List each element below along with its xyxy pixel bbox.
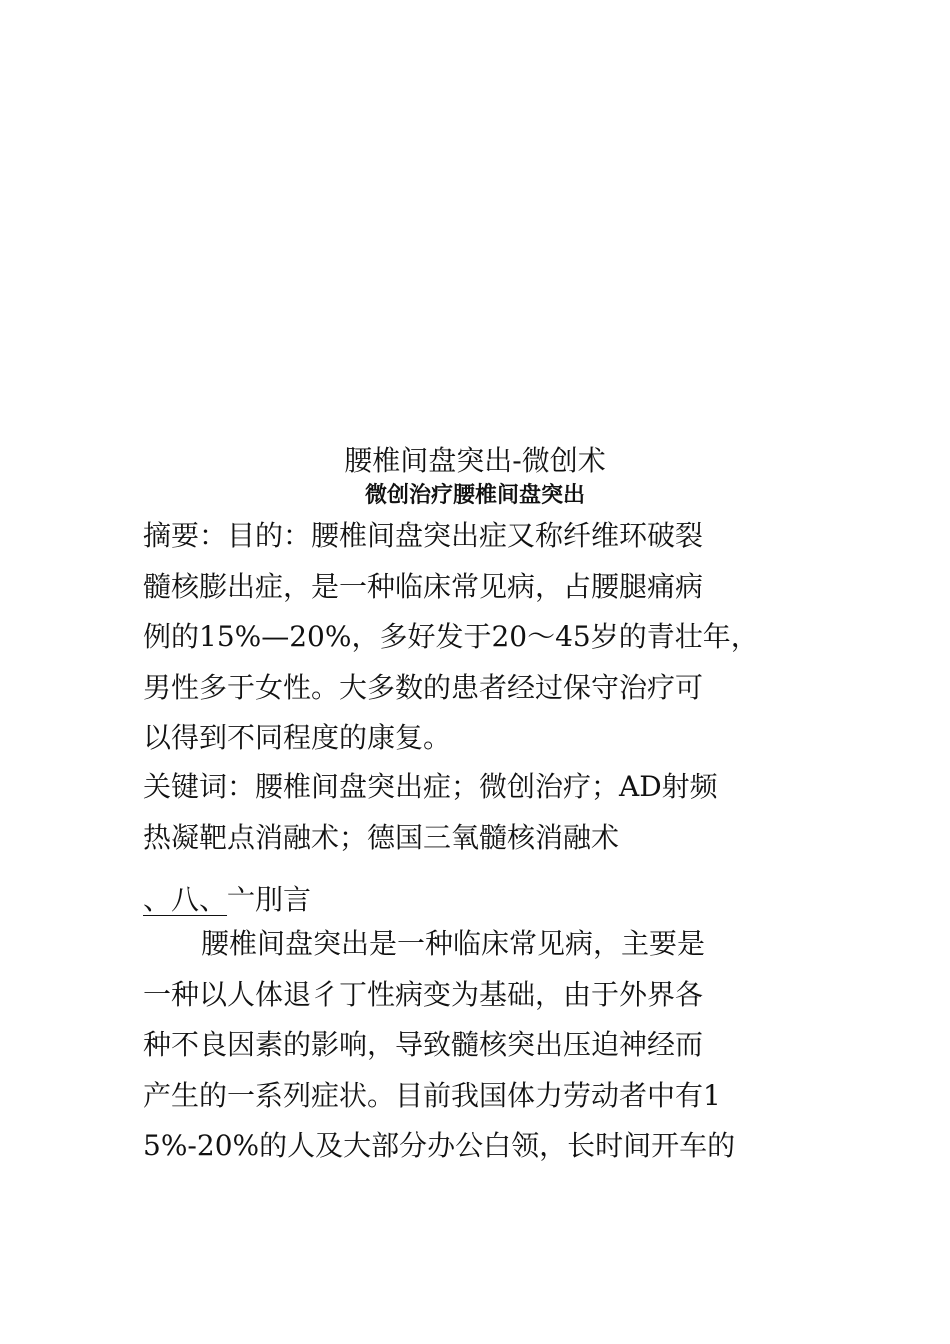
document-subtitle: 微创治疗腰椎间盘突出 [364, 483, 585, 508]
body-line: 一种以人体退彳丁性病变为基础，由于外界各 [143, 977, 704, 1011]
keywords-line: 热凝靶点消融术；德国三氧髓核消融术 [143, 820, 620, 854]
section-heading-preface [143, 878, 311, 922]
abstract-line: 摘要：目的：腰椎间盘突出症又称纤维环破裂 [143, 519, 704, 552]
keywords-line: 关键词：腰椎间盘突出症；微创治疗；AD射频 [143, 770, 718, 803]
document-title: 腰椎间盘突出-微创术 [344, 444, 606, 477]
abstract-paragraph [143, 511, 808, 764]
abstract-line: 例的15%—20%，多好发于20～45岁的青壮年， [143, 620, 759, 653]
abstract-line: 男性多于女性。大多数的患者经过保守治疗可 [143, 670, 704, 704]
body-line: 产生的一系列症状。目前我国体力劳动者中有1 [143, 1078, 721, 1112]
abstract-line: 以得到不同程度的康复。 [143, 721, 452, 754]
body-line: 5%-20%的人及大部分办公白领，长时间开车的 [143, 1129, 736, 1162]
body-line: 种不良因素的影响，导致髓核突出压迫神经而 [143, 1028, 704, 1061]
heading-underlined-part: 、八、 [143, 883, 228, 916]
heading-text: 亠刖言 [227, 883, 312, 916]
body-line: 腰椎间盘突出是一种临床常见病，主要是 [201, 927, 706, 960]
abstract-line: 髓核膨出症，是一种临床常见病，占腰腿痛病 [143, 569, 704, 603]
keywords-paragraph [143, 762, 808, 863]
body-paragraph [143, 919, 808, 1172]
